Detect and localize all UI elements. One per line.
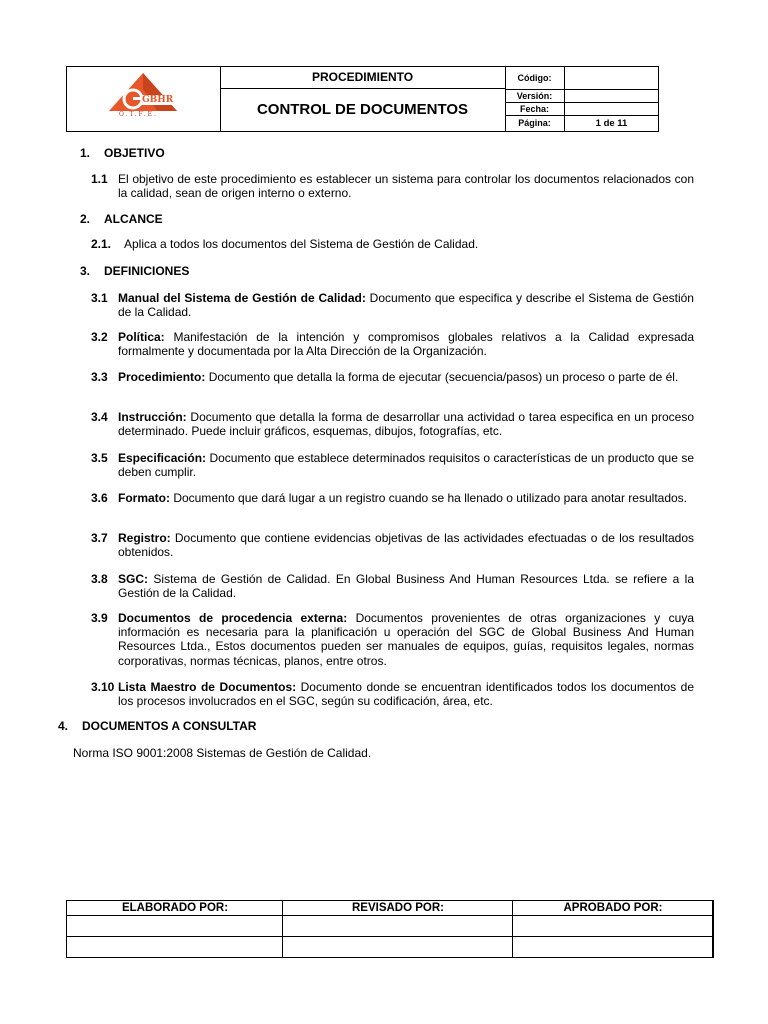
meta-value: 1 de 11 <box>595 118 628 129</box>
document-header-table <box>66 66 659 132</box>
table-divider <box>67 936 713 937</box>
definition-term: Formato: <box>118 491 170 505</box>
meta-value <box>565 90 658 102</box>
definition-item <box>118 531 694 559</box>
meta-row-page <box>505 116 658 131</box>
definition-term: Política: <box>118 330 165 344</box>
definition-item <box>118 410 694 438</box>
document-title: CONTROL DE DOCUMENTOS <box>256 101 469 118</box>
meta-key: Código: <box>505 67 565 89</box>
definition-item <box>118 611 694 668</box>
procedure-label: PROCEDIMIENTO <box>220 67 505 89</box>
definition-term: Instrucción: <box>118 410 187 424</box>
definition-text: Manifestación de la intención y compromisos globales relativos a la Calidad expresada formalmente y documentada por la Alta Dirección de la Organización. <box>118 330 694 359</box>
approval-label: REVISADO POR: <box>351 902 444 914</box>
reference-text: Norma ISO 9001:2008 Sistemas de Gestión de Calidad. <box>73 746 372 760</box>
definition-term: Procedimiento: <box>118 370 206 384</box>
definition-text: Documento que dará lugar a un registro cuando se ha llenado o utilizado para anotar resultados. <box>170 491 688 505</box>
definition-item <box>118 491 694 505</box>
section-number: 1. <box>80 146 91 160</box>
definition-number: 3.1 <box>91 291 108 305</box>
definition-text: Documento que establece determinados requisitos o características de un producto que se deben cumplir. <box>118 451 694 480</box>
definition-number: 3.3 <box>91 370 108 384</box>
meta-key: Versión: <box>505 90 565 102</box>
definition-term: Lista Maestro de Documentos: <box>118 680 297 694</box>
definition-item <box>118 680 694 708</box>
item-text: El objetivo de este procedimiento es establecer un sistema para controlar los documentos relacionados con la calidad, sean de origen interno o externo. <box>118 172 694 201</box>
definition-term: Registro: <box>118 531 171 545</box>
approval-col-aprobado <box>513 901 713 957</box>
company-logo <box>107 71 179 113</box>
definition-item <box>118 572 694 600</box>
definition-number: 3.5 <box>91 451 108 465</box>
section-number: 4. <box>58 719 69 733</box>
item-text: Aplica a todos los documentos del Sistema de Gestión de Calidad. <box>124 237 479 251</box>
logo-cell <box>67 67 221 131</box>
definition-number: 3.4 <box>91 410 108 424</box>
definition-item <box>118 330 694 358</box>
definition-number: 3.7 <box>91 531 108 545</box>
section-number: 3. <box>80 264 91 278</box>
definition-number: 3.2 <box>91 330 108 344</box>
definition-item <box>118 291 694 319</box>
definition-text: Documento que detalla la forma de desarrollar una actividad o tarea especifica en un proceso determinado. Puede incluir gráficos, esquemas, dibujos, fotografías, etc. <box>118 410 694 439</box>
definition-text: Documento que especifica y describe el Sistema de Gestión de la Calidad. <box>118 291 694 320</box>
meta-row-date <box>505 103 658 116</box>
title-cell <box>220 67 506 131</box>
definition-term: Manual del Sistema de Gestión de Calidad: <box>118 291 366 305</box>
definition-text: Documento donde se encuentran identificados todos los documentos de los procesos involucrados en el SGC, según su codificación, área, etc. <box>118 680 694 709</box>
definition-number: 3.6 <box>91 491 108 505</box>
definition-number: 3.8 <box>91 572 108 586</box>
meta-row-version <box>505 90 658 103</box>
logo-text: GBHR <box>142 95 174 105</box>
definition-item <box>118 451 694 479</box>
item-number: 1.1 <box>91 172 108 186</box>
definition-number: 3.10 <box>91 680 115 694</box>
approval-col-elaborado <box>67 901 283 957</box>
approval-table <box>66 900 714 958</box>
section-title-documentos-consultar: DOCUMENTOS A CONSULTAR <box>82 719 257 733</box>
definition-number: 3.9 <box>91 611 108 625</box>
meta-key: Página: <box>505 116 565 131</box>
definition-term: Especificación: <box>118 451 207 465</box>
definition-text: Documento que contiene evidencias objetivas de las actividades efectuadas o de los resultados obtenidos. <box>118 531 694 560</box>
definition-text: Sistema de Gestión de Calidad. En Global Business And Human Resources Ltda. se refiere a la Gestión de la Calidad. <box>118 572 694 601</box>
approval-label: ELABORADO POR: <box>121 902 229 914</box>
approval-col-revisado <box>283 901 513 957</box>
meta-value <box>565 103 658 115</box>
meta-row-code <box>505 67 658 90</box>
meta-key: Fecha: <box>505 103 565 115</box>
logo-subtext: O.T.F.E. <box>119 111 158 118</box>
definition-item <box>118 370 694 384</box>
section-number: 2. <box>80 212 91 226</box>
definition-term: Documentos de procedencia externa: <box>118 611 348 625</box>
item-number: 2.1. <box>91 237 112 251</box>
document-meta <box>505 67 658 131</box>
approval-label: APROBADO POR: <box>563 902 663 914</box>
definition-text: Documento que detalla la forma de ejecutar (secuencia/pasos) un proceso o parte de él. <box>205 370 679 384</box>
section-title-alcance: ALCANCE <box>104 212 163 226</box>
definition-term: SGC: <box>118 572 148 586</box>
table-divider <box>67 915 713 916</box>
definition-text: Documentos provenientes de otras organizaciones y cuya información es necesaria para la planificación u operación del SGC de Global Business And Human Resources Ltda., Estos documentos pueden ser manuales de equipos, guías, requisitos legales, normas corporativas, normas técnicas, planos, entre otros. <box>118 611 694 668</box>
section-title-objetivo: OBJETIVO <box>104 146 165 160</box>
meta-value <box>565 67 658 89</box>
section-title-definiciones: DEFINICIONES <box>104 264 190 278</box>
